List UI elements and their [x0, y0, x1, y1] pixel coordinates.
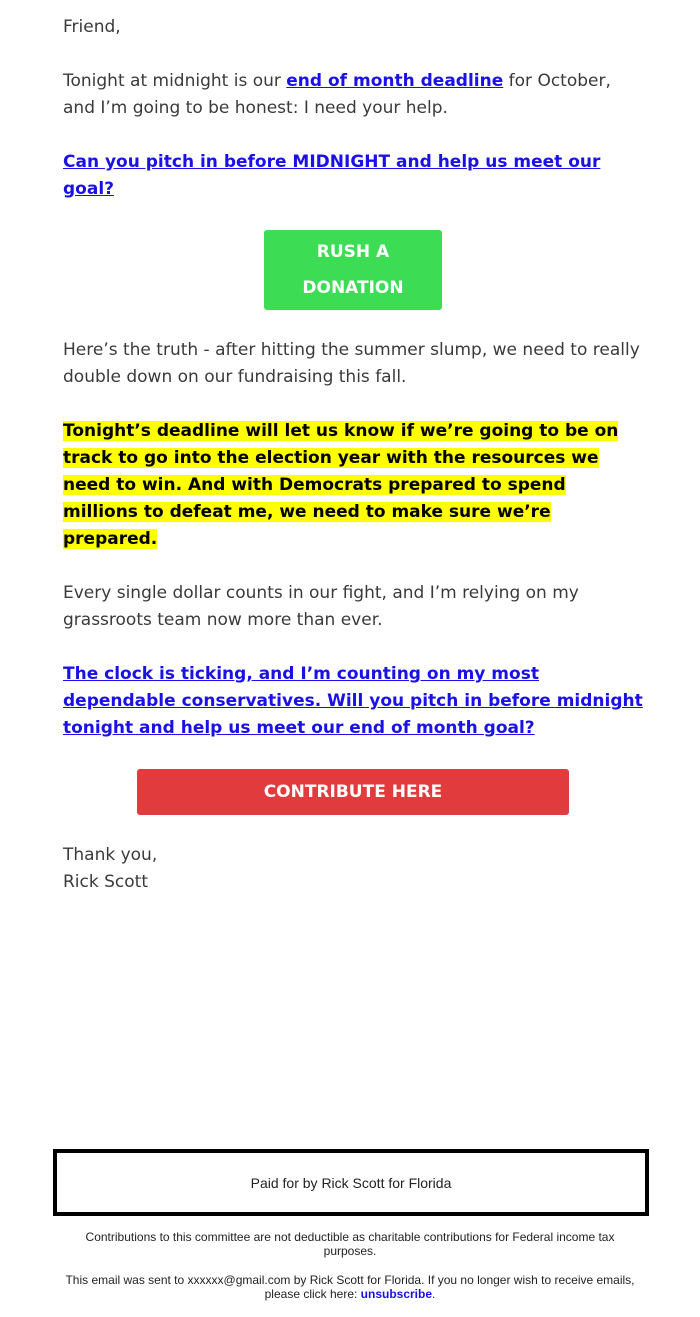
unsubscribe-line	[60, 1273, 640, 1301]
ask-paragraph-1	[63, 149, 643, 203]
intro-paragraph	[63, 68, 643, 122]
signature-name: Rick Scott	[63, 872, 148, 892]
highlight-paragraph	[63, 418, 643, 553]
clock-ticking-link[interactable]: The clock is ticking, and I’m counting on my most dependable conservatives. Will you pitch in before midnight tonight and help us meet our end of month goal?	[63, 664, 643, 738]
sent-to-text: This email was sent to xxxxxx@gmail.com by Rick Scott for Florida. If you no longer wish to receive emails, please click here:	[65, 1273, 635, 1301]
thanks-text: Thank you,	[63, 845, 158, 865]
rush-donation-line2: DONATION	[302, 278, 404, 298]
dollar-paragraph: Every single dollar counts in our fight, and I’m relying on my grassroots team now more than ever.	[63, 583, 579, 630]
contribute-here-button[interactable]: CONTRIBUTE HERE	[137, 769, 569, 815]
signoff	[63, 842, 643, 896]
tax-disclaimer: Contributions to this committee are not deductible as charitable contributions for Federal income tax purposes.	[85, 1230, 615, 1258]
email-body	[63, 14, 643, 923]
ask-paragraph-2	[63, 661, 643, 742]
rush-donation-line1: RUSH A	[316, 242, 390, 262]
rush-donation-button[interactable]	[264, 230, 442, 310]
truth-paragraph: Here’s the truth - after hitting the summer slump, we need to really double down on our fundraising this fall.	[63, 340, 640, 387]
period-text: .	[432, 1287, 436, 1301]
intro-text-before: Tonight at midnight is our	[63, 71, 287, 91]
greeting: Friend,	[63, 17, 121, 37]
paid-for-text: Paid for by Rick Scott for Florida	[250, 1174, 452, 1191]
intro-text-after: for October, and I’m going to be honest: I need your help.	[63, 71, 611, 118]
contribute-button-wrap	[63, 769, 643, 815]
paid-for-box	[53, 1149, 649, 1216]
deadline-link[interactable]: end of month deadline	[286, 71, 504, 91]
donate-button-wrap	[63, 230, 643, 310]
unsubscribe-link[interactable]: unsubscribe	[360, 1287, 433, 1301]
pitch-in-link[interactable]: Can you pitch in before MIDNIGHT and help us meet our goal?	[63, 152, 601, 199]
highlighted-text: Tonight’s deadline will let us know if we’re going to be on track to go into the election year with the resources we need to win. And with Democrats prepared to spend millions to defeat me, we need to make sure we’re prepared.	[63, 421, 619, 549]
